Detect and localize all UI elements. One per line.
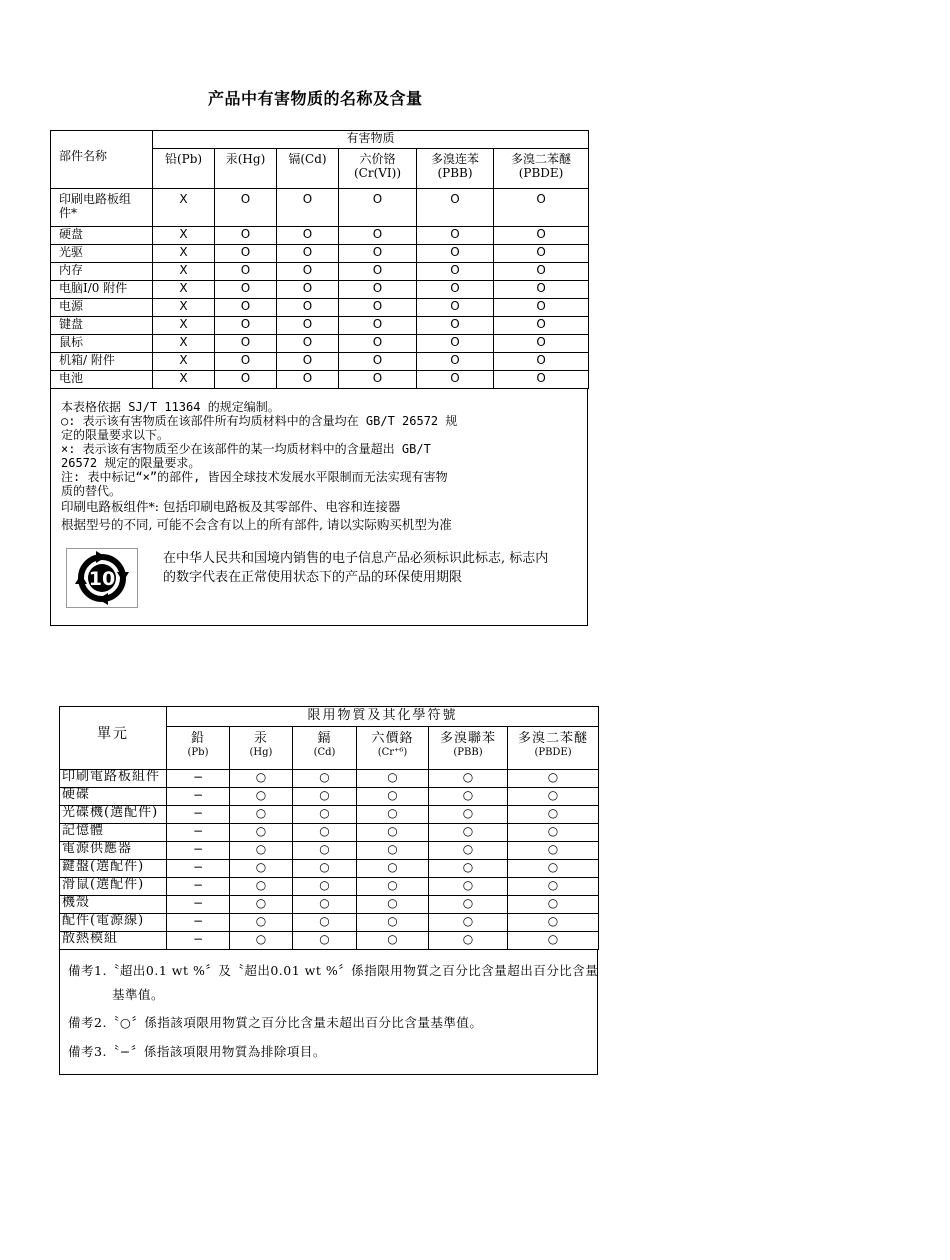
substance-value-cell: ○ [429,770,508,788]
substance-value-cell: − [167,914,230,932]
substance-value-cell: ○ [357,770,429,788]
unit-name-cell: 散熱模組 [60,932,167,950]
table-row [60,896,599,914]
substance-symbol: (Cr⁺⁶) [377,747,408,758]
substance-value-cell: O [215,263,277,281]
substance-value-cell: ○ [429,860,508,878]
unit-name-cell: 印刷電路板組件 [60,770,167,788]
part-name-header: 部件名称 [51,131,153,189]
substance-value-cell: − [167,932,230,950]
substance-value-cell: ○ [230,932,293,950]
substance-value-cell: ○ [357,896,429,914]
substance-value-cell: O [417,353,494,371]
substance-value-cell: ○ [357,932,429,950]
substance-value-cell: O [417,317,494,335]
table-row [60,860,599,878]
substance-value-cell: O [417,299,494,317]
substance-value-cell: ○ [508,824,599,842]
table-row [60,914,599,932]
note-line: 印刷电路板组件*: 包括印刷电路板及其零部件、电容和连接器 [61,499,401,514]
environment-protection-use-period-logo [66,548,138,608]
unit-name-cell: 滑鼠(選配件) [60,878,167,896]
substance-value-cell: ○ [230,860,293,878]
substance-value-cell: ○ [357,824,429,842]
column-header [508,727,599,770]
substance-name: 六價鉻 [371,731,414,746]
hazardous-substances-table-simplified [50,130,589,389]
part-name-cell: 印刷电路板组 件* [51,189,153,227]
substance-symbol: (Cd) [313,747,336,758]
logo-number: 10 [88,568,116,590]
substance-value-cell: O [339,335,417,353]
unit-name-cell: 硬碟 [60,788,167,806]
table-row [51,299,589,317]
table-row [51,335,589,353]
part-name-cell: 电脑I/0 附件 [51,281,153,299]
substance-value-cell: ○ [508,932,599,950]
table-row [51,245,589,263]
note-line: 注: 表中标记“×”的部件, 皆因全球技术发展水平限制而无法实现有害物 [61,470,448,484]
substance-value-cell: O [494,189,589,227]
substance-value-cell: − [167,896,230,914]
substance-value-cell: O [494,245,589,263]
substance-value-cell: O [494,317,589,335]
substance-symbol: (PBDE) [534,747,572,758]
table-row [60,788,599,806]
note-line: 備考3.〝−〞係指該項限用物質為排除項目。 [68,1044,326,1059]
substance-value-cell: ○ [508,842,599,860]
substance-value-cell: ○ [429,842,508,860]
substance-name: 鎘 [317,731,332,746]
substance-value-cell: ○ [357,878,429,896]
substance-value-cell: − [167,788,230,806]
substance-value-cell: ○ [230,878,293,896]
unit-header: 單元 [60,707,167,770]
table-row [60,770,599,788]
part-name-cell: 鼠标 [51,335,153,353]
column-header: 六价铬 (Cr(VI)) [339,149,417,189]
column-header: 多溴二苯醚 (PBDE) [494,149,589,189]
substance-value-cell: X [153,317,215,335]
substance-value-cell: ○ [293,932,357,950]
column-header [429,727,508,770]
hazardous-substance-header: 有害物质 [153,131,589,149]
substance-value-cell: ○ [357,806,429,824]
part-name-cell: 光驱 [51,245,153,263]
part-name-cell: 电池 [51,371,153,389]
column-header [293,727,357,770]
table-row [51,263,589,281]
table-row [60,842,599,860]
substance-value-cell: O [277,299,339,317]
substance-value-cell: O [417,335,494,353]
unit-name-cell: 鍵盤(選配件) [60,860,167,878]
substance-value-cell: ○ [230,842,293,860]
substance-value-cell: ○ [508,860,599,878]
substance-value-cell: X [153,353,215,371]
substance-value-cell: O [339,245,417,263]
substance-value-cell: ○ [429,914,508,932]
substance-value-cell: O [494,227,589,245]
substance-value-cell: O [494,281,589,299]
substance-value-cell: ○ [230,806,293,824]
substance-value-cell: − [167,842,230,860]
substance-symbol: (Pb) [187,747,209,758]
substance-value-cell: O [417,227,494,245]
substance-value-cell: O [215,317,277,335]
substance-value-cell: ○ [293,896,357,914]
substance-name: 多溴聯苯 [439,731,496,746]
substance-value-cell: ○ [357,860,429,878]
note-line: 定的限量要求以下。 [61,428,170,442]
substance-value-cell: ○ [429,896,508,914]
substance-value-cell: ○ [293,788,357,806]
part-name-cell: 电源 [51,299,153,317]
substance-symbol: (PBB) [453,747,483,758]
substance-value-cell: X [153,371,215,389]
substance-value-cell: X [153,281,215,299]
substance-value-cell: O [339,263,417,281]
substance-value-cell: O [339,189,417,227]
table-row [51,227,589,245]
part-name-cell: 硬盘 [51,227,153,245]
substance-value-cell: O [494,353,589,371]
substance-value-cell: O [417,189,494,227]
column-header: 镉(Cd) [277,149,339,189]
substance-value-cell: O [417,245,494,263]
table-row [51,353,589,371]
part-name-cell: 内存 [51,263,153,281]
substance-value-cell: X [153,263,215,281]
substance-value-cell: O [215,335,277,353]
substance-value-cell: X [153,299,215,317]
substance-value-cell: − [167,860,230,878]
recycle-10-icon [67,549,137,607]
substance-value-cell: ○ [429,788,508,806]
substance-value-cell: O [494,335,589,353]
note-line: 质的替代。 [61,484,122,498]
substance-value-cell: X [153,335,215,353]
substance-value-cell: O [417,263,494,281]
substance-name: 鉛 [190,731,205,746]
substance-value-cell: O [215,281,277,299]
substance-value-cell: ○ [230,770,293,788]
substance-value-cell: O [215,353,277,371]
substance-value-cell: − [167,878,230,896]
substance-name: 多溴二苯醚 [518,731,589,746]
substance-value-cell: O [277,317,339,335]
substance-value-cell: O [277,227,339,245]
page-title: 产品中有害物质的名称及含量 [208,89,423,108]
substance-value-cell: O [215,189,277,227]
substance-value-cell: ○ [293,806,357,824]
substance-name: 汞 [253,731,268,746]
substance-value-cell: O [339,299,417,317]
substance-value-cell: ○ [357,842,429,860]
restricted-substances-table-traditional [59,706,599,950]
substance-value-cell: ○ [230,896,293,914]
substance-value-cell: O [339,371,417,389]
table-row [51,189,589,227]
substance-value-cell: O [339,353,417,371]
restricted-substance-header: 限用物質及其化學符號 [167,707,599,727]
note-line: 基準值。 [112,987,165,1002]
substance-value-cell: ○ [508,806,599,824]
column-header [167,727,230,770]
substance-value-cell: O [494,371,589,389]
unit-name-cell: 光碟機(選配件) [60,806,167,824]
substance-value-cell: O [277,281,339,299]
part-name-cell: 机箱/ 附件 [51,353,153,371]
table-row [60,878,599,896]
substance-value-cell: O [277,371,339,389]
substance-value-cell: ○ [293,770,357,788]
substance-value-cell: − [167,824,230,842]
substance-value-cell: O [277,335,339,353]
part-name-cell: 键盘 [51,317,153,335]
substance-value-cell: O [277,189,339,227]
note-line: ×: 表示该有害物质至少在该部件的某一均质材料中的含量超出 GB/T [61,442,431,456]
column-header [230,727,293,770]
substance-value-cell: ○ [293,842,357,860]
substance-value-cell: X [153,189,215,227]
substance-value-cell: ○ [508,770,599,788]
column-header: 汞(Hg) [215,149,277,189]
substance-value-cell: ○ [508,896,599,914]
substance-value-cell: ○ [230,824,293,842]
substance-symbol: (Hg) [249,747,273,758]
column-header [357,727,429,770]
note-line: 本表格依据 SJ/T 11364 的规定编制。 [61,400,280,414]
column-header: 铅(Pb) [153,149,215,189]
table-row [60,806,599,824]
substance-value-cell: ○ [230,914,293,932]
note-line: ○: 表示该有害物质在该部件所有均质材料中的含量均在 GB/T 26572 规 [61,414,458,428]
substance-value-cell: O [215,245,277,263]
substance-value-cell: X [153,245,215,263]
substance-value-cell: ○ [357,914,429,932]
table-row [51,317,589,335]
substance-value-cell: O [417,371,494,389]
column-header: 多溴连苯 (PBB) [417,149,494,189]
substance-value-cell: O [339,317,417,335]
substance-value-cell: O [277,263,339,281]
table-row [51,371,589,389]
substance-value-cell: O [339,281,417,299]
notes-box [50,388,588,626]
substance-value-cell: O [215,371,277,389]
note-line: 備考2.〝○〞係指該項限用物質之百分比含量未超出百分比含量基準值。 [68,1015,483,1030]
substance-value-cell: O [339,227,417,245]
substance-value-cell: − [167,806,230,824]
substance-value-cell: ○ [357,788,429,806]
substance-value-cell: ○ [293,914,357,932]
substance-value-cell: ○ [429,806,508,824]
substance-value-cell: O [215,299,277,317]
substance-value-cell: O [277,245,339,263]
logo-description [163,549,583,587]
table-row [60,824,599,842]
substance-value-cell: ○ [429,878,508,896]
substance-value-cell: ○ [508,914,599,932]
substance-value-cell: ○ [293,878,357,896]
substance-value-cell: ○ [230,788,293,806]
notes-box-2 [59,950,598,1075]
substance-value-cell: ○ [508,878,599,896]
substance-value-cell: ○ [293,860,357,878]
note-line: 26572 规定的限量要求。 [61,456,201,470]
table-row [51,281,589,299]
substance-value-cell: − [167,770,230,788]
substance-value-cell: ○ [293,824,357,842]
unit-name-cell: 配件(電源線) [60,914,167,932]
substance-value-cell: O [494,299,589,317]
table-row [60,932,599,950]
substance-value-cell: O [494,263,589,281]
substance-value-cell: X [153,227,215,245]
unit-name-cell: 機殼 [60,896,167,914]
substance-value-cell: O [417,281,494,299]
note-line: 根据型号的不同, 可能不会含有以上的所有部件, 请以实际购买机型为准 [61,517,452,532]
substance-value-cell: O [277,353,339,371]
unit-name-cell: 電源供應器 [60,842,167,860]
unit-name-cell: 記憶體 [60,824,167,842]
substance-value-cell: O [215,227,277,245]
substance-value-cell: ○ [429,824,508,842]
substance-value-cell: ○ [429,932,508,950]
substance-value-cell: ○ [508,788,599,806]
note-line: 備考1.〝超出0.1 wt %〞及〝超出0.01 wt %〞係指限用物質之百分比含量超出百分比含量 [68,963,599,978]
logo-description-line: 的数字代表在正常使用状态下的产品的环保使用期限 [163,570,463,585]
logo-description-line: 在中华人民共和国境内销售的电子信息产品必须标识此标志, 标志内 [163,551,549,566]
